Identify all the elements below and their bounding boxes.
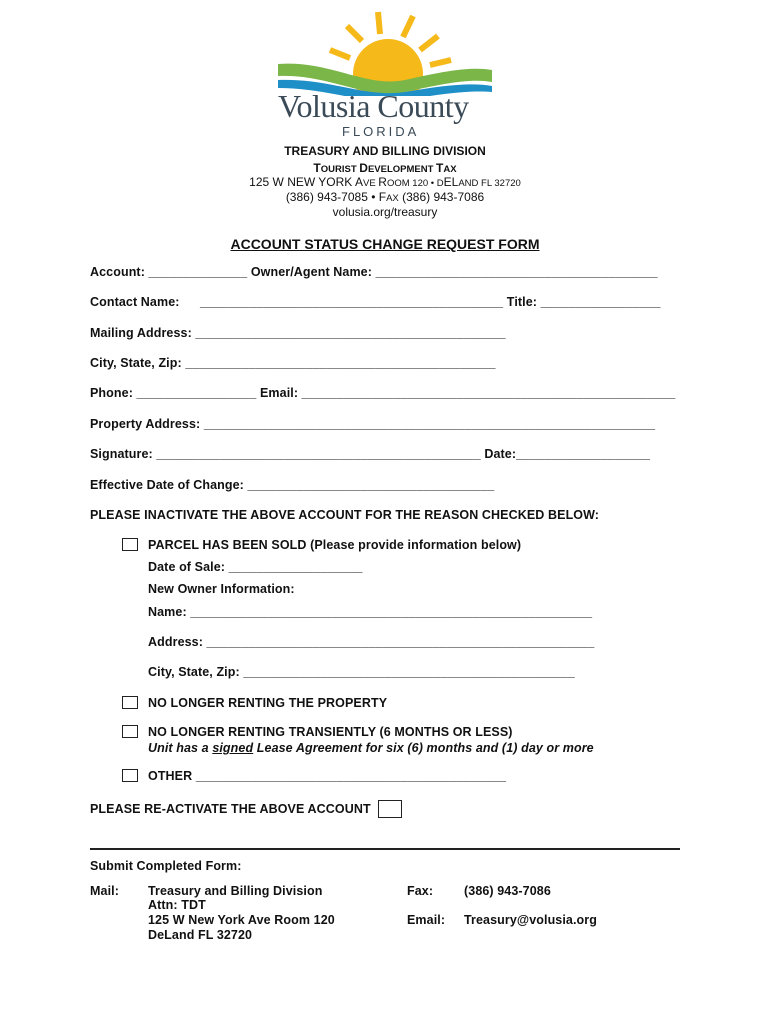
mailing-address-line[interactable]: Mailing Address: ____________________________________________ (90, 326, 506, 340)
mail-address-line: DeLand FL 32720 (148, 928, 253, 942)
phone-part: (386) 943-7086 (398, 190, 485, 204)
transient-label: NO LONGER RENTING TRANSIENTLY (6 MONTHS OR LESS) (148, 725, 513, 739)
note-text: Unit has a (148, 741, 213, 755)
logo-name: Volusia County (278, 88, 469, 124)
address-part: VE (362, 178, 379, 189)
no-renting-checkbox[interactable] (122, 696, 138, 709)
address-part: L (451, 175, 459, 189)
inactivate-heading: PLEASE INACTIVATE THE ABOVE ACCOUNT FOR THE REASON CHECKED BELOW: (90, 508, 600, 522)
address-part: AND FL 32720 (458, 178, 521, 189)
division-website: volusia.org/treasury (332, 205, 438, 219)
property-address-line[interactable]: Property Address: ________________________________________________________________ (90, 417, 656, 431)
other-checkbox[interactable] (122, 769, 138, 782)
sold-option-label: PARCEL HAS BEEN SOLD (Please provide information below) (148, 538, 522, 552)
logo-state: FLORIDA (342, 124, 420, 139)
contact-name-label: Contact Name: (90, 295, 180, 309)
divider (90, 848, 680, 850)
no-renting-label: NO LONGER RENTING THE PROPERTY (148, 696, 388, 710)
fax-label: Fax: (407, 884, 434, 898)
phone-part: AX (386, 193, 399, 204)
contact-title-line[interactable]: ___________________________________________ Title: _________________ (200, 295, 661, 309)
mail-address-line: 125 W New York Ave Room 120 (148, 913, 335, 927)
division-address (0, 175, 770, 191)
tax-part: D (359, 161, 368, 175)
new-owner-address-line[interactable]: Address: _______________________________________________________ (148, 635, 595, 649)
phone-part: (386) 943-7085 • F (285, 190, 387, 204)
address-part: E (443, 175, 452, 189)
division-title: TREASURY AND BILLING DIVISION (284, 144, 486, 158)
new-owner-name-line[interactable]: Name: _________________________________________________________ (148, 605, 593, 619)
form-title: ACCOUNT STATUS CHANGE REQUEST FORM (230, 236, 540, 252)
tax-part: OURIST (320, 164, 360, 175)
fax-value: (386) 943-7086 (464, 884, 551, 898)
transient-note (148, 741, 594, 755)
county-logo (270, 8, 500, 143)
submit-heading: Submit Completed Form: (90, 859, 242, 873)
city-state-zip-line[interactable]: City, State, Zip: ____________________________________________ (90, 356, 496, 370)
new-owner-city-line[interactable]: City, State, Zip: _______________________________________________ (148, 665, 575, 679)
note-signed: signed (212, 741, 254, 755)
reactivate-checkbox[interactable] (378, 800, 402, 818)
address-part: R (378, 175, 387, 189)
mail-address-line: Attn: TDT (148, 898, 206, 912)
date-of-sale-line[interactable]: Date of Sale: ___________________ (148, 560, 363, 574)
tax-part: T (313, 161, 321, 175)
mail-label: Mail: (90, 884, 119, 898)
note-text: Lease Agreement for six (6) months and (1) day or more (253, 741, 594, 755)
reactivate-label: PLEASE RE-ACTIVATE THE ABOVE ACCOUNT (90, 802, 371, 816)
effective-date-line[interactable]: Effective Date of Change: ___________________________________ (90, 478, 495, 492)
tax-part: T (436, 161, 444, 175)
signature-date-line[interactable]: Signature: ______________________________________________ Date:___________________ (90, 447, 651, 461)
email-value[interactable]: Treasury@volusia.org (464, 913, 597, 927)
new-owner-label: New Owner Information: (148, 582, 295, 596)
tax-part: AX (443, 164, 457, 175)
transient-checkbox[interactable] (122, 725, 138, 738)
other-option-line[interactable]: OTHER ____________________________________________ (148, 769, 507, 783)
sold-checkbox[interactable] (122, 538, 138, 551)
email-label: Email: (407, 913, 446, 927)
mail-address-line: Treasury and Billing Division (148, 884, 323, 898)
division-phone (0, 190, 770, 206)
address-part: OOM 120 • D (386, 178, 444, 189)
account-owner-line[interactable]: Account: ______________ Owner/Agent Name: ________________________________________ (90, 265, 658, 279)
address-part: 125 W NEW YORK A (249, 175, 363, 189)
tax-part: EVELOPMENT (367, 164, 437, 175)
phone-email-line[interactable]: Phone: _________________ Email: _____________________________________________________ (90, 386, 676, 400)
